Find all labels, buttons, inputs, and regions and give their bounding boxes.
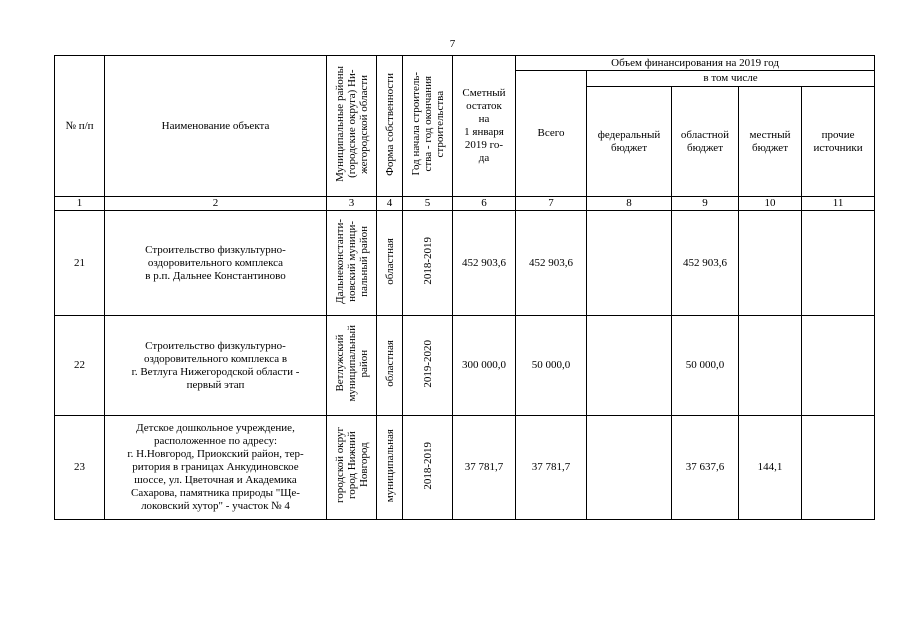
- row-remaining: 452 903,6: [453, 211, 516, 316]
- header-ownership-cell: [377, 56, 403, 197]
- row-ownership: муниципальная: [383, 428, 396, 503]
- page-number: 7: [449, 38, 456, 50]
- col-number: 7: [516, 197, 587, 211]
- row-other: [802, 316, 875, 416]
- table-row: [55, 316, 875, 416]
- row-local: 144,1: [739, 416, 802, 520]
- row-district-cell: [327, 416, 377, 520]
- col-number: 10: [739, 197, 802, 211]
- col-number: 11: [802, 197, 875, 211]
- row-local: [739, 316, 802, 416]
- header-object-name: Наименование объекта: [105, 56, 327, 197]
- header-num: № п/п: [55, 56, 105, 197]
- header-years-cell: [403, 56, 453, 197]
- header-ownership: Форма собственности: [383, 72, 396, 176]
- header-district: Муниципальные районы (городские округа) Ни- жегородской области: [333, 66, 370, 182]
- row-district: Дальнеконстанти- новский муници- пальный район: [333, 218, 370, 304]
- row-other: [802, 416, 875, 520]
- row-num: 21: [55, 211, 105, 316]
- row-remaining: 37 781,7: [453, 416, 516, 520]
- row-object-name: Детское дошкольное учреждение, расположенное по адресу: г. Н.Новгород, Приокский район, тер- ритория в границах Анкудиновское шоссе, ул. Цветочная и Академика Сахарова, памятника природы "Щe- локовский хутор" - участок № 4: [105, 416, 327, 520]
- header-federal: федеральный бюджет: [587, 87, 672, 197]
- row-num: 22: [55, 316, 105, 416]
- header-district-cell: [327, 56, 377, 197]
- row-ownership-cell: [377, 316, 403, 416]
- row-regional: 452 903,6: [672, 211, 739, 316]
- header-remaining: Сметный остаток на 1 января 2019 го- да: [453, 56, 516, 197]
- row-total: 50 000,0: [516, 316, 587, 416]
- header-total: Всего: [516, 71, 587, 197]
- row-other: [802, 211, 875, 316]
- row-total: 452 903,6: [516, 211, 587, 316]
- row-district: Ветлужский муниципальный район: [333, 325, 370, 402]
- header-financing: Объем финансирования на 2019 год: [516, 56, 875, 71]
- table-row: [55, 211, 875, 316]
- header-local: местный бюджет: [739, 87, 802, 197]
- row-years: 2018-2019: [421, 441, 434, 490]
- row-object-name: Строительство физкультурно- оздоровительного комплекса в г. Ветлуга Нижегородской области - первый этап: [105, 316, 327, 416]
- row-years: 2019-2020: [421, 339, 434, 388]
- row-years: 2018-2019: [421, 237, 434, 285]
- row-district-cell: [327, 211, 377, 316]
- column-number-row: [55, 197, 875, 211]
- col-number: 5: [403, 197, 453, 211]
- header-regional: областной бюджет: [672, 87, 739, 197]
- row-remaining: 300 000,0: [453, 316, 516, 416]
- col-number: 1: [55, 197, 105, 211]
- row-years-cell: [403, 211, 453, 316]
- header-other: прочие источники: [802, 87, 875, 197]
- row-regional: 37 637,6: [672, 416, 739, 520]
- row-local: [739, 211, 802, 316]
- row-ownership-cell: [377, 211, 403, 316]
- row-years-cell: [403, 316, 453, 416]
- col-number: 6: [453, 197, 516, 211]
- row-federal: [587, 416, 672, 520]
- row-ownership: областная: [383, 237, 396, 285]
- header-including: в том числе: [587, 71, 875, 87]
- row-district-cell: [327, 316, 377, 416]
- row-federal: [587, 316, 672, 416]
- row-years-cell: [403, 416, 453, 520]
- financing-table: [54, 55, 875, 520]
- row-federal: [587, 211, 672, 316]
- col-number: 9: [672, 197, 739, 211]
- row-regional: 50 000,0: [672, 316, 739, 416]
- row-object-name: Строительство физкультурно- оздоровительного комплекса в р.п. Дальнее Константиново: [105, 211, 327, 316]
- header-years: Год начала строитель- ства - год окончания строительства: [409, 72, 446, 176]
- col-number: 8: [587, 197, 672, 211]
- col-number: 2: [105, 197, 327, 211]
- row-ownership: областная: [383, 340, 396, 387]
- row-district: городской округ город Нижний Новгород: [333, 427, 370, 504]
- col-number: 3: [327, 197, 377, 211]
- table-row: [55, 416, 875, 520]
- row-ownership-cell: [377, 416, 403, 520]
- col-number: 4: [377, 197, 403, 211]
- row-total: 37 781,7: [516, 416, 587, 520]
- row-num: 23: [55, 416, 105, 520]
